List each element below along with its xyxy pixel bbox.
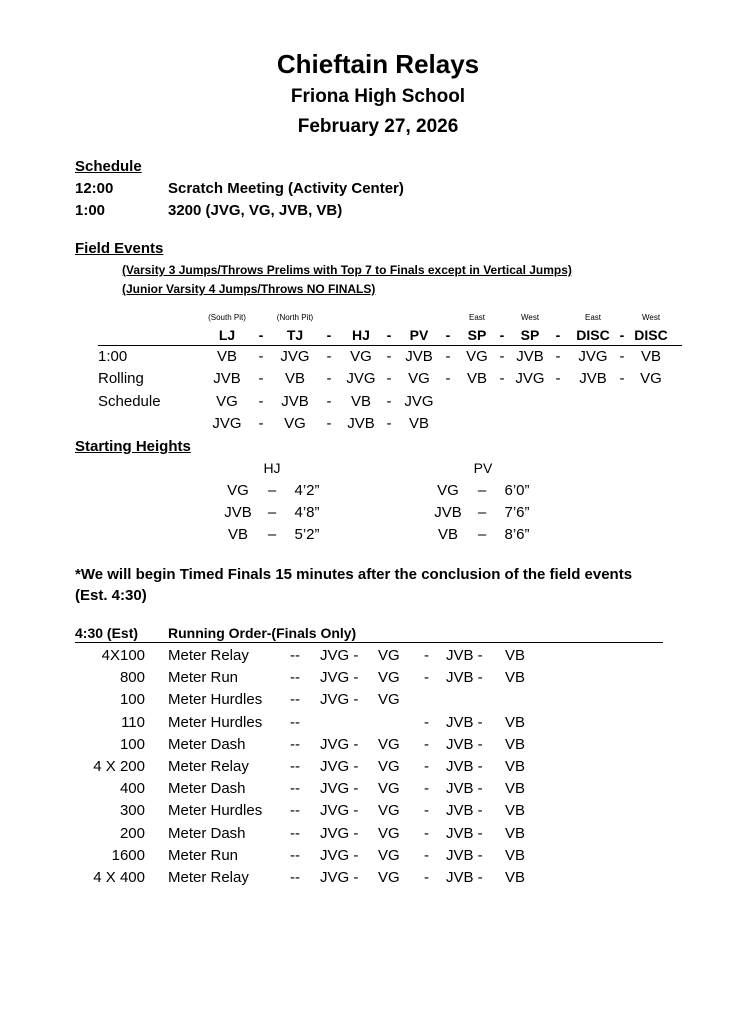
school-name: Friona High School [290, 86, 466, 107]
event-distance: 4X100 [101, 647, 145, 664]
event-name: Meter Dash [168, 735, 246, 753]
height-dash: – [477, 526, 487, 543]
event-header: SP [520, 327, 540, 343]
division-jvb: JVB - [446, 846, 483, 864]
event-distance: 110 [121, 713, 145, 731]
field-events-heading: Field Events [75, 240, 164, 257]
division-vb: VB [505, 735, 526, 753]
event-cell: VB [640, 348, 662, 365]
event-cell: VG [466, 348, 488, 365]
division-vg: VG [378, 802, 400, 820]
division-vb: VB [505, 846, 526, 864]
meet-date: February 27, 2026 [297, 116, 459, 137]
cell-separator: - [445, 348, 451, 365]
event-separator: -- [290, 846, 300, 864]
event-separator: - [386, 327, 392, 343]
event-name: Meter Dash [168, 780, 246, 798]
event-cell: JVG [515, 370, 545, 387]
event-distance: 400 [119, 780, 145, 798]
field-events-note: (Junior Varsity 4 Jumps/Throws NO FINALS) [122, 282, 376, 296]
field-events-note: (Varsity 3 Jumps/Throws Prelims with Top 7 to Finals except in Vertical Jumps) [122, 263, 572, 277]
timed-finals-note: (Est. 4:30) [75, 587, 147, 604]
event-separator: -- [290, 691, 300, 709]
event-header: SP [467, 327, 487, 343]
schedule-time: 1:00 [75, 202, 106, 219]
event-cell: VB [408, 415, 430, 432]
division-vb: VB [505, 802, 526, 820]
event-name: Meter Run [168, 669, 239, 687]
event-cell: VG [350, 348, 372, 365]
event-separator: - [258, 327, 264, 343]
height-value: 8’6” [504, 526, 530, 543]
event-cell: JVG [578, 348, 608, 365]
event-separator: -- [290, 780, 300, 798]
division-jvb: JVB - [446, 780, 483, 798]
event-separator: - [619, 327, 625, 343]
division-vb: VB [505, 780, 526, 798]
event-name: Meter Hurdles [168, 802, 263, 820]
event-location: (South Pit) [208, 313, 246, 322]
height-dash: – [267, 482, 277, 499]
division-vg: VG [378, 758, 400, 775]
division-separator: - [424, 869, 429, 886]
event-cell: VB [466, 370, 488, 387]
event-header: DISC [634, 327, 668, 343]
division-jvg: JVG - [320, 691, 359, 709]
running-order-underline [75, 642, 663, 643]
event-header: TJ [286, 327, 304, 343]
cell-separator: - [555, 348, 561, 365]
division-jvg: JVG - [320, 869, 359, 886]
cell-separator: - [326, 415, 332, 432]
event-distance: 800 [119, 669, 145, 687]
division-jvb: JVB - [446, 735, 483, 753]
division-jvg: JVG - [320, 735, 359, 753]
event-separator: -- [290, 735, 300, 753]
cell-separator: - [555, 370, 561, 387]
cell-separator: - [326, 370, 332, 387]
event-cell: JVG [404, 393, 434, 410]
division-separator: - [424, 735, 429, 753]
table-divider [98, 345, 682, 346]
cell-separator: - [326, 348, 332, 365]
row-label: 1:00 [98, 348, 128, 365]
schedule-desc: Scratch Meeting (Activity Center) [168, 180, 404, 197]
division-jvg: JVG - [320, 669, 359, 687]
height-division: JVB [224, 504, 252, 521]
cell-separator: - [499, 370, 505, 387]
height-dash: – [477, 504, 487, 521]
event-header: LJ [218, 327, 236, 343]
height-dash: – [267, 526, 277, 543]
height-value: 7’6” [504, 504, 530, 521]
event-location: East [584, 313, 602, 322]
event-distance: 100 [119, 691, 145, 709]
cell-separator: - [499, 348, 505, 365]
division-separator: - [424, 846, 429, 864]
division-jvb: JVB - [446, 669, 483, 687]
height-division: VB [437, 526, 459, 543]
event-cell: JVB [579, 370, 607, 387]
cell-separator: - [386, 348, 392, 365]
division-jvg: JVG - [320, 802, 359, 820]
division-vg: VG [378, 669, 400, 687]
event-name: Meter Relay [168, 758, 249, 775]
cell-separator: - [258, 370, 264, 387]
event-header: PV [409, 327, 429, 343]
event-header: HJ [352, 327, 370, 343]
height-value: 5’2” [294, 526, 320, 543]
event-name: Meter Relay [168, 869, 249, 886]
cell-separator: - [258, 348, 264, 365]
event-separator: - [555, 327, 561, 343]
event-cell: JVB [516, 348, 544, 365]
division-vb: VB [505, 869, 526, 886]
division-jvg: JVG - [320, 758, 359, 775]
event-location: (North Pit) [276, 313, 314, 322]
division-jvb: JVB - [446, 869, 483, 886]
cell-separator: - [258, 415, 264, 432]
event-distance: 4 X 400 [93, 869, 145, 886]
starting-heights-heading: Starting Heights [75, 438, 191, 455]
event-distance: 200 [119, 824, 145, 842]
height-value: 4’2” [294, 482, 320, 499]
division-vg: VG [378, 691, 400, 709]
division-jvb: JVB - [446, 713, 483, 731]
division-separator: - [424, 802, 429, 820]
division-separator: - [424, 780, 429, 798]
height-dash: – [267, 504, 277, 521]
event-distance: 100 [119, 735, 145, 753]
division-separator: - [424, 669, 429, 687]
division-vg: VG [378, 647, 400, 664]
division-separator: - [424, 647, 429, 664]
division-vg: VG [378, 780, 400, 798]
event-separator: -- [290, 869, 300, 886]
division-separator: - [424, 824, 429, 842]
running-order-heading: Running Order-(Finals Only) [168, 625, 357, 641]
event-name: Meter Run [168, 846, 239, 864]
division-jvb: JVB - [446, 802, 483, 820]
running-order-time: 4:30 (Est) [75, 625, 139, 641]
event-separator: -- [290, 647, 300, 664]
schedule-desc: 3200 (JVG, VG, JVB, VB) [168, 202, 343, 219]
cell-separator: - [445, 370, 451, 387]
division-jvg: JVG - [320, 780, 359, 798]
event-distance: 300 [119, 802, 145, 820]
division-vg: VG [378, 846, 400, 864]
event-separator: -- [290, 758, 300, 775]
event-separator: -- [290, 669, 300, 687]
event-name: Meter Relay [168, 647, 249, 664]
event-cell: JVG [346, 370, 376, 387]
event-cell: VB [350, 393, 372, 410]
height-division: VG [437, 482, 459, 499]
cell-separator: - [386, 393, 392, 410]
event-location: West [641, 313, 661, 322]
schedule-heading: Schedule [75, 158, 142, 175]
event-separator: - [326, 327, 332, 343]
event-cell: VB [284, 370, 306, 387]
cell-separator: - [258, 393, 264, 410]
event-separator: -- [290, 713, 300, 731]
row-label: Rolling [98, 370, 144, 387]
event-name: Meter Hurdles [168, 713, 263, 731]
event-cell: JVB [213, 370, 241, 387]
event-separator: - [445, 327, 451, 343]
event-cell: VG [216, 393, 238, 410]
pv-label: PV [473, 460, 493, 476]
event-cell: JVB [405, 348, 433, 365]
timed-finals-note: *We will begin Timed Finals 15 minutes after the conclusion of the field events [75, 566, 633, 583]
event-cell: VB [216, 348, 238, 365]
division-separator: - [424, 758, 429, 775]
event-header: DISC [576, 327, 610, 343]
event-cell: JVG [212, 415, 242, 432]
division-vg: VG [378, 869, 400, 886]
event-separator: - [499, 327, 505, 343]
event-cell: JVB [281, 393, 309, 410]
row-label: Schedule [98, 393, 161, 410]
schedule-time: 12:00 [75, 180, 114, 197]
event-cell: VG [640, 370, 662, 387]
division-vb: VB [505, 647, 526, 664]
event-name: Meter Dash [168, 824, 246, 842]
division-vb: VB [505, 824, 526, 842]
division-jvg: JVG - [320, 647, 359, 664]
division-jvb: JVB - [446, 758, 483, 775]
event-cell: JVB [347, 415, 375, 432]
hj-label: HJ [263, 460, 281, 476]
division-jvb: JVB - [446, 824, 483, 842]
cell-separator: - [326, 393, 332, 410]
division-jvg: JVG - [320, 846, 359, 864]
division-separator: - [424, 713, 429, 731]
event-cell: VG [284, 415, 306, 432]
event-separator: -- [290, 802, 300, 820]
event-location: East [468, 313, 486, 322]
height-dash: – [477, 482, 487, 499]
height-division: VG [227, 482, 249, 499]
event-cell: JVG [280, 348, 310, 365]
cell-separator: - [386, 370, 392, 387]
height-division: JVB [434, 504, 462, 521]
division-vb: VB [505, 758, 526, 775]
height-value: 6’0” [504, 482, 530, 499]
cell-separator: - [386, 415, 392, 432]
event-location: West [520, 313, 540, 322]
cell-separator: - [619, 370, 625, 387]
division-vb: VB [505, 713, 526, 731]
cell-separator: - [619, 348, 625, 365]
event-distance: 1600 [111, 846, 145, 864]
height-division: VB [227, 526, 249, 543]
division-jvg: JVG - [320, 824, 359, 842]
division-vg: VG [378, 735, 400, 753]
division-vb: VB [505, 669, 526, 687]
division-vg: VG [378, 824, 400, 842]
event-name: Meter Hurdles [168, 691, 263, 709]
event-distance: 4 X 200 [93, 758, 145, 775]
event-separator: -- [290, 824, 300, 842]
division-jvb: JVB - [446, 647, 483, 664]
page-title: Chieftain Relays [276, 49, 480, 79]
event-cell: VG [408, 370, 430, 387]
height-value: 4’8” [294, 504, 320, 521]
